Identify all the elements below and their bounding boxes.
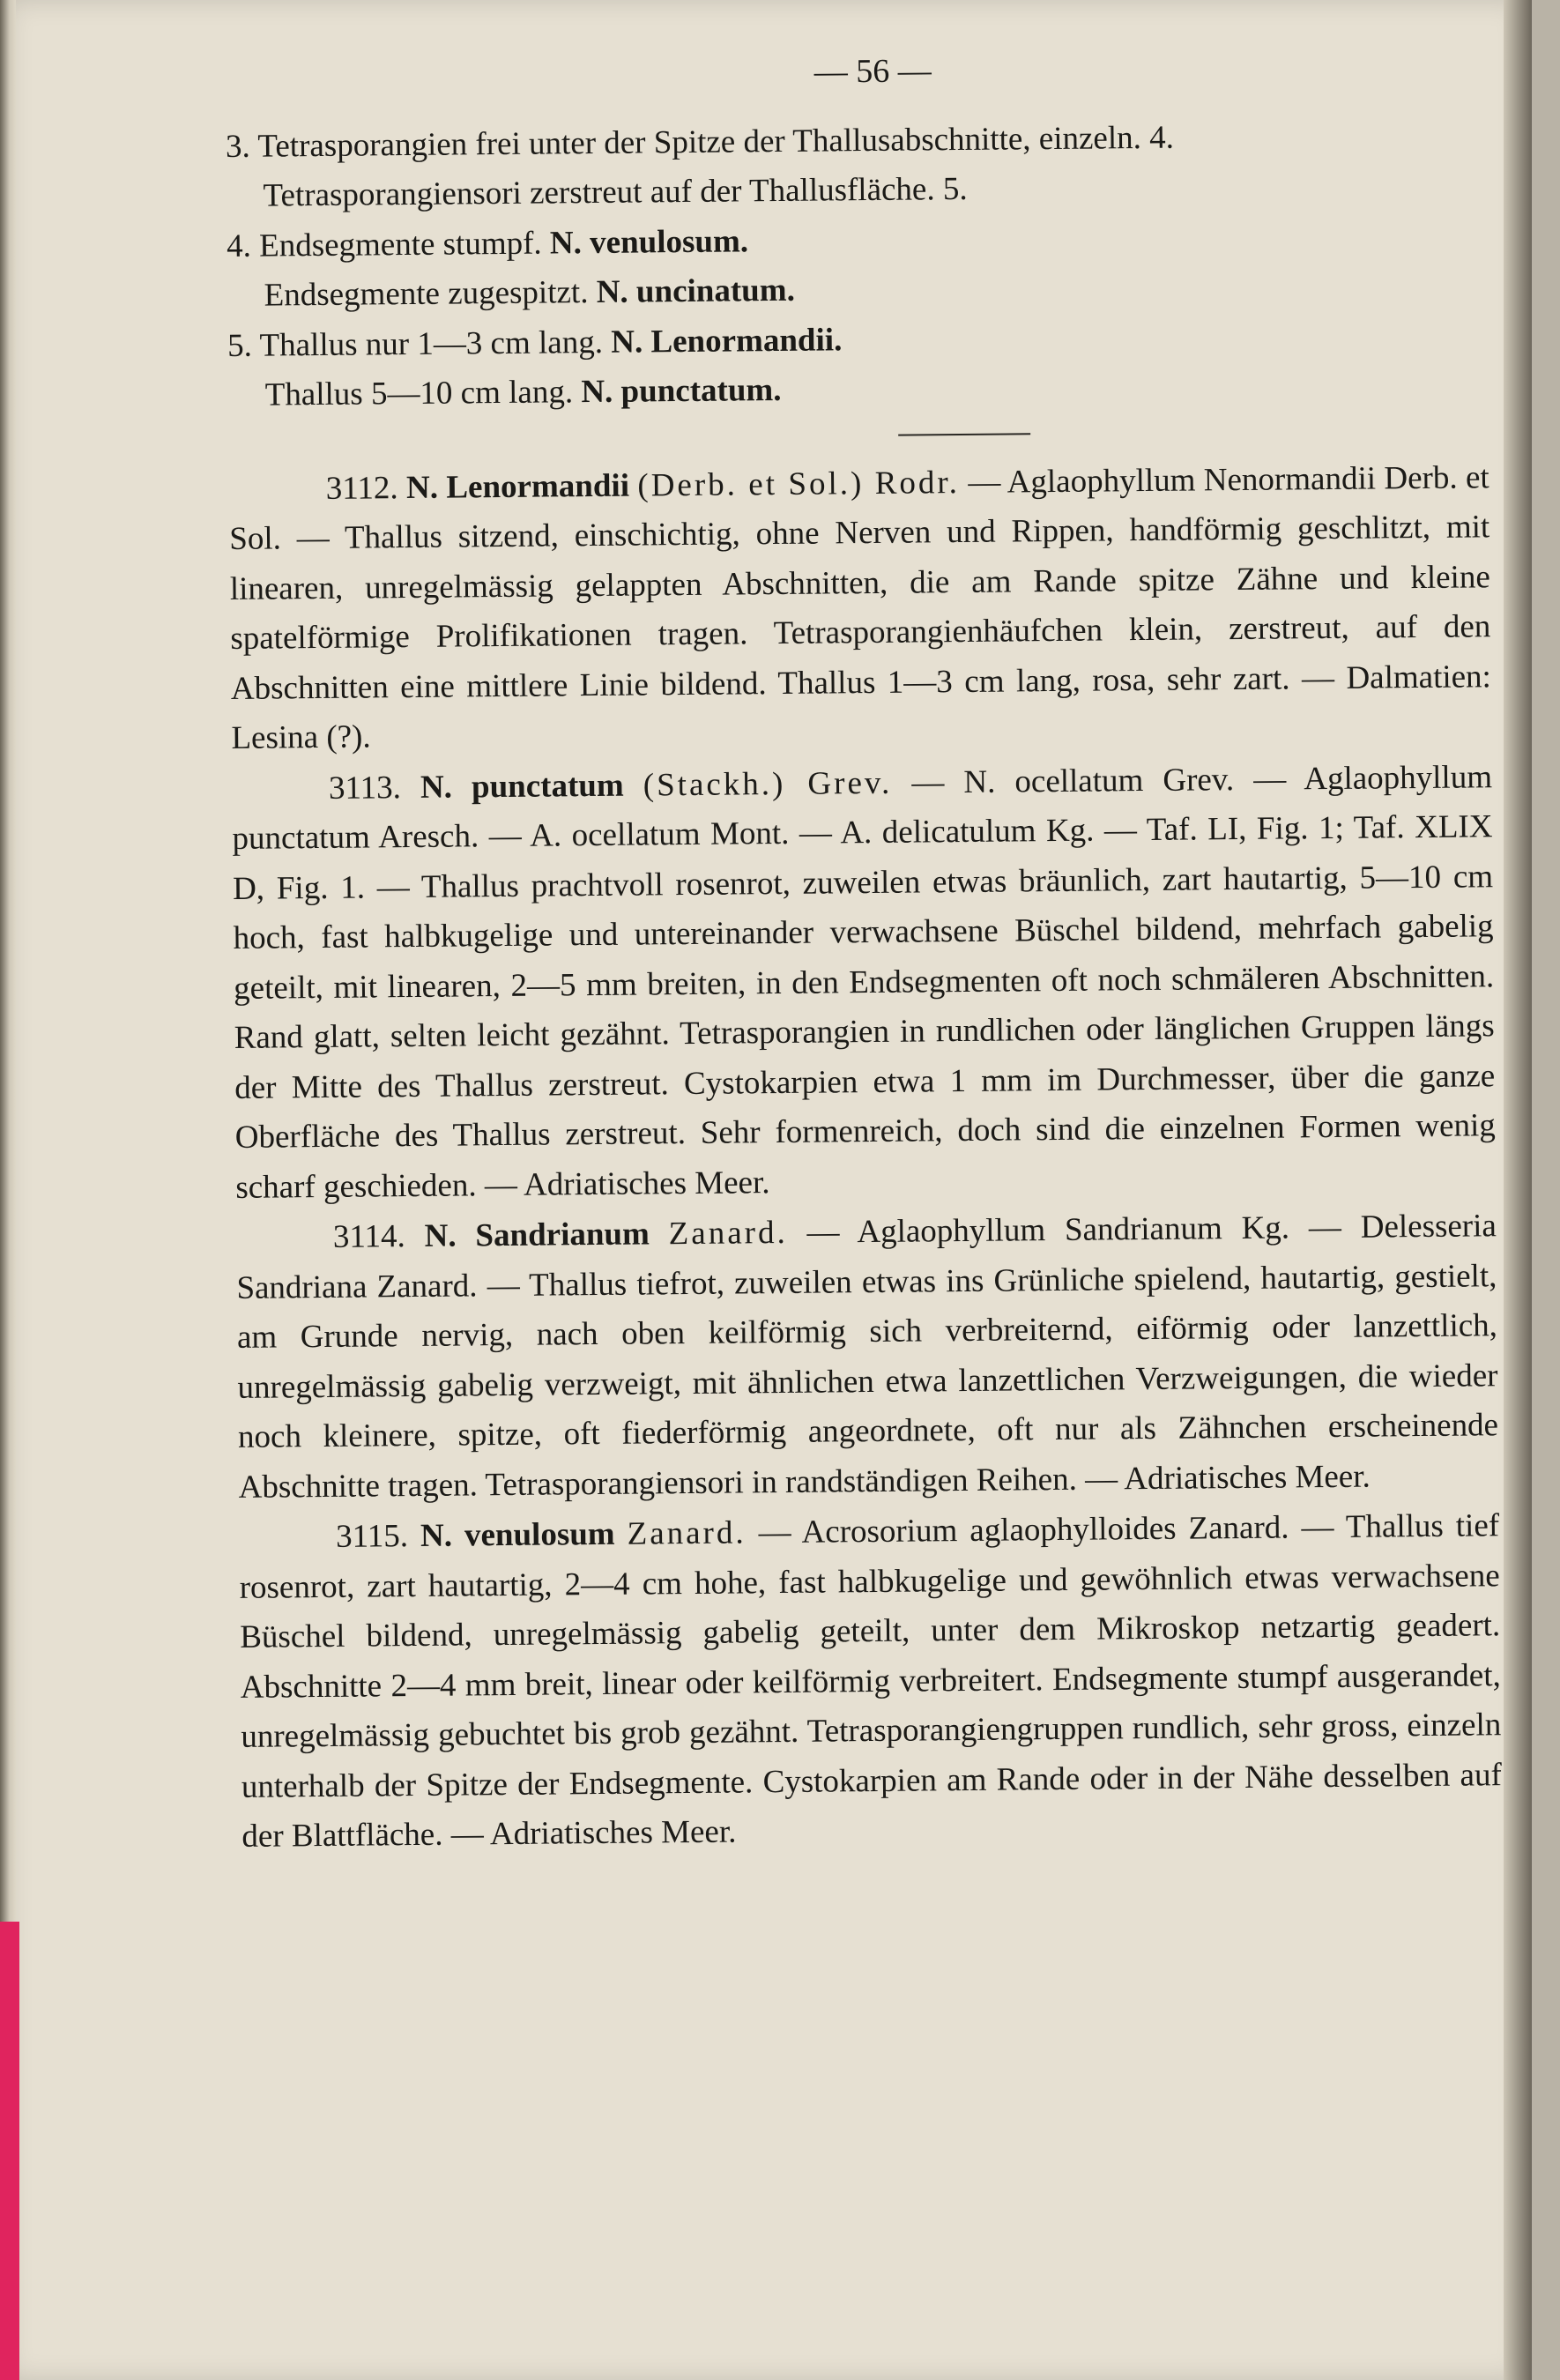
species-description: — Aglaophyllum Sandrianum Kg. — Delesseria Sandriana Zanard. — Thallus tiefrot, zuweilen etwas ins Grünliche spielend, hautartig, gestielt, am Grunde nervig, nach oben keilförmig sich verbreiternd, eiförmig oder lanzettlich, unregelmässig gabelig verzweigt, mit ähnlichen etwa lanzettlichen Verzweigungen, die wieder noch kleinere, spitze, oft fiederförmig angeordnete, oft nur als Zähnchen erscheinende Abschnitte tragen. Tetrasporangiensori in randständigen Reihen. — Adriatisches Meer. — [236, 1208, 1499, 1506]
key-line: Tetrasporangiensori zerstreut auf der Thallusfläche. 5. — [263, 170, 968, 214]
key-line: 5. Thallus nur 1—3 cm lang. N. Lenormandii. — [227, 321, 843, 364]
species-name: N. Sandrianum — [424, 1216, 650, 1254]
species-name: N. Lenormandii — [405, 467, 630, 506]
red-page-edge — [0, 1922, 19, 2380]
species-entry: 3115. N. venulosum Zanard. — Acrosorium aglaophylloides Zanard. — Thallus tief rosenrot, zart hautartig, 2—4 cm hohe, fast halbkugelige und gewöhnlich etwas verwachsene Büschel bildend, unregelmässig gabelig geteilt, unter dem Mikroskop netzartig geadert. Abschnitte 2—4 mm breit, linear oder keilförmig verbreitert. Endsegmente stumpf ausgerandet, unregelmässig gebuchtet bis grob gezähnt. Tetrasporangiengruppen rundlich, sehr gross, einzeln unterhalb der Spitze der Endsegmente. Cystokarpien am Rande oder in der Nähe desselben auf der Blattfläche. — Adriatisches Meer. — [239, 1507, 1503, 1855]
key-line: 3. Tetrasporangien frei unter der Spitze der Thallusabschnitte, einzeln. 4. — [225, 119, 1175, 165]
species-entry: 3112. N. Lenormandii (Derb. et Sol.) Rodr. — Aglaophyllum Nenormandii Derb. et Sol. — Thallus sitzend, einschichtig, ohne Nerven und Rippen, handförmig geschlitzt, mit linearen, unregelmässig gelappten Abschnitten, die am Rande spitze Zähne und kleine spatelförmige Prolifikationen tragen. Tetrasporangienhäufchen klein, zerstreut, auf den Abschnitten eine mittlere Linie bildend. Thallus 1—3 cm lang, rosa, sehr zart. — Dalmatien: Lesina (?). — [229, 458, 1492, 756]
page-edge-shadow — [1504, 0, 1532, 2380]
key-line: 4. Endsegmente stumpf. N. venulosum. — [226, 222, 749, 264]
species-description: — N. ocellatum Grev. — Aglaophyllum punctatum Aresch. — A. ocellatum Mont. — A. delicatulum Kg. — Taf. LI, Fig. 1; Taf. XLIX D, Fig. 1. — Thallus prachtvoll rosenrot, zuweilen etwas bräunlich, zart hautartig, 5—10 cm hoch, fast halbkugelige und untereinander verwachsene Büschel bildend, mehrfach gabelig geteilt, mit linearen, 2—5 mm breiten, in den Endsegmenten oft noch schmäleren Abschnitten. Rand glatt, selten leicht gezähnt. Tetrasporangien in rundlichen oder länglichen Gruppen längs der Mitte des Thallus zerstreut. Cystokarpien etwa 1 mm im Durchmesser, über die ganze Oberfläche des Thallus zerstreut. Sehr formenreich, doch sind die einzelnen Formen wenig scharf geschieden. — Adriatisches Meer. — [232, 758, 1496, 1206]
species-author: Zanard. — [627, 1514, 747, 1552]
species-entry: 3113. N. punctatum (Stackh.) Grev. — N. ocellatum Grev. — Aglaophyllum punctatum Aresch. — A. ocellatum Mont. — A. delicatulum Kg. — Taf. LI, Fig. 1; Taf. XLIX D, Fig. 1. — Thallus prachtvoll rosenrot, zuweilen etwas bräunlich, zart hautartig, 5—10 cm hoch, fast halbkugelige und untereinander verwachsene Büschel bildend, mehrfach gabelig geteilt, mit linearen, 2—5 mm breiten, in den Endsegmenten oft noch schmäleren Abschnitten. Rand glatt, selten leicht gezähnt. Tetrasporangien in rundlichen oder länglichen Gruppen längs der Mitte des Thallus zerstreut. Cystokarpien etwa 1 mm im Durchmesser, über die ganze Oberfläche des Thallus zerstreut. Sehr formenreich, doch sind die einzelnen Formen wenig scharf geschieden. — Adriatisches Meer. — [232, 758, 1496, 1206]
identification-key — [226, 110, 1489, 421]
species-name: N. venulosum — [420, 1515, 615, 1554]
key-line: Endsegmente zugespitzt. N. uncinatum. — [264, 271, 796, 314]
species-author: (Stackh.) Grev. — [643, 764, 893, 803]
species-description: — Acrosorium aglaophylloides Zanard. — Thallus tief rosenrot, zart hautartig, 2—4 cm hohe, fast halbkugelige und gewöhnlich etwas verwachsene Büschel bildend, unregelmässig gabelig geteilt, unter dem Mikroskop netzartig geadert. Abschnitte 2—4 mm breit, linear oder keilförmig verbreitert. Endsegmente stumpf ausgerandet, unregelmässig gebuchtet bis grob gezähnt. Tetrasporangiengruppen rundlich, sehr gross, einzeln unterhalb der Spitze der Endsegmente. Cystokarpien am Rande oder in der Nähe desselben auf der Blattfläche. — Adriatisches Meer. — [239, 1507, 1503, 1855]
page-text — [225, 41, 1503, 1863]
page-number: — 56 — — [813, 52, 932, 91]
section-divider — [898, 433, 1030, 435]
species-description: — Aglaophyllum Nenormandii Derb. et Sol. — Thallus sitzend, einschichtig, ohne Nerven und Rippen, handförmig geschlitzt, mit linearen, unregelmässig gelappten Abschnitten, die am Rande spitze Zähne und kleine spatelförmige Prolifikationen tragen. Tetrasporangienhäufchen klein, zerstreut, auf den Abschnitten eine mittlere Linie bildend. Thallus 1—3 cm lang, rosa, sehr zart. — Dalmatien: Lesina (?). — [229, 458, 1492, 756]
species-name: N. punctatum — [420, 767, 624, 806]
key-line: Thallus 5—10 cm lang. N. punctatum. — [264, 371, 782, 413]
species-author: (Derb. et Sol.) Rodr. — [637, 464, 961, 504]
species-entry: 3114. N. Sandrianum Zanard. — Aglaophyllum Sandrianum Kg. — Delesseria Sandriana Zanard. — Thallus tiefrot, zuweilen etwas ins Grünliche spielend, hautartig, gestielt, am Grunde nervig, nach oben keilförmig sich verbreiternd, eiförmig oder lanzettlich, unregelmässig gabelig verzweigt, mit ähnlichen etwa lanzettlichen Verzweigungen, die wieder noch kleinere, spitze, oft fiederförmig angeordnete, oft nur als Zähnchen erscheinende Abschnitte tragen. Tetrasporangiensori in randständigen Reihen. — Adriatisches Meer. — [236, 1208, 1499, 1506]
species-author: Zanard. — [668, 1214, 788, 1253]
